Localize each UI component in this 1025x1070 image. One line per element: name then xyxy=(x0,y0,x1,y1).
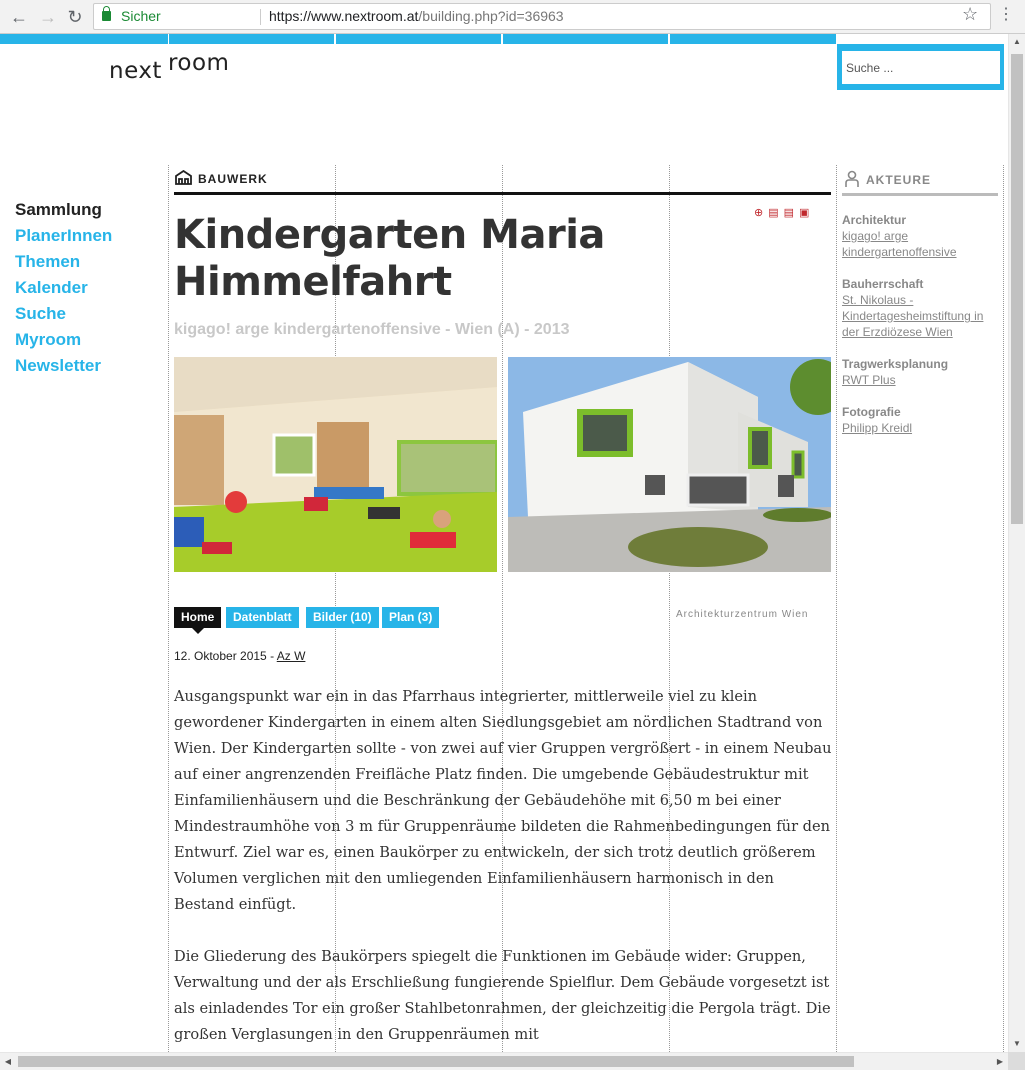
vertical-scrollbar[interactable] xyxy=(1008,34,1025,1052)
akteur-role: Architektur xyxy=(842,213,907,227)
nav-item-myroom[interactable]: Myroom xyxy=(15,330,82,349)
akteure-heading: AKTEURE xyxy=(866,173,932,187)
nav-item-sammlung[interactable]: Sammlung xyxy=(15,200,102,219)
akteur-entry xyxy=(842,404,1002,436)
grid-divider xyxy=(836,165,837,1052)
logo-room: room xyxy=(167,50,230,76)
forward-icon[interactable]: → xyxy=(39,7,57,27)
scroll-down-icon[interactable]: ▼ xyxy=(1013,1039,1021,1048)
logo-next: next xyxy=(109,58,162,84)
grid-divider xyxy=(168,165,169,1052)
tab-bilder[interactable]: Bilder (10) xyxy=(306,607,379,628)
web-page xyxy=(0,34,1008,1052)
download-icon[interactable]: ▤ xyxy=(768,207,784,219)
article-body xyxy=(174,684,834,1052)
top-color-bar xyxy=(0,34,168,44)
globe-icon[interactable]: ⊕ xyxy=(754,207,769,219)
browser-toolbar xyxy=(0,0,1025,34)
bookmark-star-icon[interactable]: ☆ xyxy=(962,4,979,24)
tab-datenblatt[interactable]: Datenblatt xyxy=(226,607,299,628)
nav-item-suche[interactable]: Suche xyxy=(15,304,67,323)
scroll-up-icon[interactable]: ▲ xyxy=(1013,37,1021,46)
top-color-bar xyxy=(336,34,501,44)
grid-divider xyxy=(1003,165,1004,1052)
tab-home[interactable]: Home xyxy=(174,607,221,628)
akteur-entry xyxy=(842,276,1002,340)
secure-label: Sicher xyxy=(121,8,161,24)
site-logo[interactable] xyxy=(109,50,230,84)
vertical-scroll-thumb[interactable] xyxy=(1011,54,1023,524)
horizontal-scroll-thumb[interactable] xyxy=(18,1056,854,1067)
tab-plan[interactable]: Plan (3) xyxy=(382,607,439,628)
article-paragraph: Ausgangspunkt war ein in das Pfarrhaus integrierter, mittlerweile viel zu klein gewordener Kindergarten in einem alten Siedlungsgebiet am nördlichen Stadtrand von Wien. Der Kindergarten sollte - von zwei auf vier Gruppen vergrößert - in einem Neubau auf einer angrenzenden Freifläche Platz finden. Die umgebende Gebäudestruktur mit Einfamilienhäusern und die Beschränkung der Gebäudehöhe mit 6,50 m bei einer Mindestraumhöhe von 3 m für Gruppenräume bildeten die Rahmenbedingungen für den Entwurf. Ziel war es, einen Baukörper zu entwickeln, der sich trotz deutlich größerem Volumen verglichen mit den umliegenden Einfamilienhäusern harmonisch in den Bestand einfügt. xyxy=(174,688,832,913)
interior-photo[interactable] xyxy=(174,357,497,572)
back-icon[interactable]: ← xyxy=(10,7,28,27)
url-path: /building.php?id=36963 xyxy=(418,8,564,24)
nav-item-newsletter[interactable]: Newsletter xyxy=(15,356,101,375)
browser-menu-icon[interactable]: ⋮ xyxy=(998,6,1014,23)
lock-icon xyxy=(102,11,111,21)
author-link[interactable]: Az W xyxy=(276,649,306,663)
scrollbar-corner xyxy=(1008,1052,1025,1070)
top-color-bar xyxy=(670,34,836,44)
page-tools xyxy=(754,206,814,219)
exterior-photo[interactable] xyxy=(508,357,831,572)
interior-image xyxy=(174,357,497,572)
akteur-role: Bauherrschaft xyxy=(842,277,924,291)
akteur-link[interactable]: St. Nikolaus - Kindertagesheimstiftung in der Erzdiözese Wien xyxy=(842,293,984,339)
akteure-list xyxy=(842,212,1002,452)
akteur-link[interactable]: Philipp Kreidl xyxy=(842,421,913,435)
page-subtitle: kigago! arge kindergartenoffensive - Wien (A) - 2013 xyxy=(174,321,570,338)
exterior-image xyxy=(508,357,831,572)
address-bar[interactable] xyxy=(93,3,991,30)
reload-icon[interactable]: ↻ xyxy=(67,7,83,27)
akteur-link[interactable]: RWT Plus xyxy=(842,373,896,387)
page-title: Kindergarten Maria Himmelfahrt xyxy=(174,212,605,305)
search-input[interactable] xyxy=(842,51,1000,84)
akteur-role: Tragwerksplanung xyxy=(842,357,949,371)
main-navigation xyxy=(15,197,112,379)
pdf-icon[interactable]: ▣ xyxy=(799,207,815,219)
horizontal-scrollbar[interactable] xyxy=(0,1052,1008,1070)
url-separator xyxy=(260,9,261,25)
print-icon[interactable]: ▤ xyxy=(783,207,800,219)
section-label: BAUWERK xyxy=(198,172,268,186)
source-label: Architekturzentrum Wien xyxy=(676,609,809,620)
nav-item-themen[interactable]: Themen xyxy=(15,252,81,271)
top-color-bar xyxy=(503,34,668,44)
akteur-role: Fotografie xyxy=(842,405,901,419)
nav-item-planerinnen[interactable]: PlanerInnen xyxy=(15,226,113,245)
scroll-right-icon[interactable]: ▶ xyxy=(996,1057,1004,1066)
akteur-link[interactable]: kigago! arge kindergartenoffensive xyxy=(842,229,957,259)
article-dateline xyxy=(174,649,305,663)
nav-item-kalender[interactable]: Kalender xyxy=(15,278,88,297)
akteur-entry xyxy=(842,212,1002,260)
building-icon xyxy=(175,170,192,185)
section-header xyxy=(174,168,831,195)
top-color-bar xyxy=(169,34,334,44)
url-text[interactable] xyxy=(269,4,564,29)
akteure-header xyxy=(842,168,998,196)
url-host: https://www.nextroom.at xyxy=(269,8,419,24)
akteur-entry xyxy=(842,356,1002,388)
article-paragraph: Die Gliederung des Baukörpers spiegelt die Funktionen im Gebäude wider: Gruppen, Verwaltung und der als Erschließung fungierende Spielflur. Dem Gebäude vorgesetzt ist als einladendes Tor ein großer Stahlbetonrahmen, der gleichzeitig die Pergola trägt. Die großen Verglasungen in den Gruppenräumen mit xyxy=(174,948,831,1043)
search-box xyxy=(837,44,1004,90)
person-icon xyxy=(845,170,859,188)
scroll-left-icon[interactable]: ◀ xyxy=(4,1057,12,1066)
article-date: 12. Oktober 2015 - xyxy=(174,649,277,663)
